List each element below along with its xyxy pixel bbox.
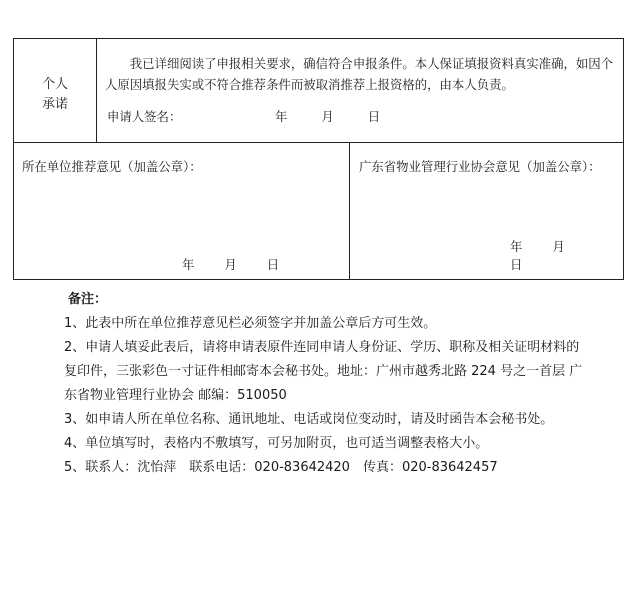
signature-date: [275, 106, 414, 127]
date-day: 日: [266, 257, 280, 272]
label-line-1: 个人: [41, 76, 68, 92]
note-item-1: 1、此表中所在单位推荐意见栏必须签字并加盖公章后方可生效。: [64, 316, 437, 331]
pledge-text: 我已详细阅读了申报相关要求，确信符合申报条件。本人保证填报资料真实准确，如因个人原因填报失实或不符合推荐条件而被取消推荐上报资格的，由本人负责。: [105, 56, 614, 92]
signature-label: 申请人签名：: [107, 109, 182, 124]
date-year: 年: [182, 257, 195, 272]
date-month: 月: [224, 257, 237, 272]
opinion-row: [14, 143, 623, 279]
unit-opinion-cell: [14, 143, 350, 279]
note-item-2: 2、申请人填妥此表后，请将申请表原件连同申请人身份证、学历、职称及相关证明材料的复印件，三张彩色一寸证件相邮寄本会秘书处。地址：广州市越秀北路 224 号之一首层 广东省物业管理行业协会 邮编：510050: [64, 340, 583, 403]
label-line-2: 承诺: [41, 96, 68, 112]
notes-section: [64, 288, 584, 480]
note-item-4: 4、单位填写时，表格内不敷填写，可另加附页，也可适当调整表格大小。: [64, 436, 489, 451]
date-day: 日: [367, 109, 385, 124]
notes-title: 备注：: [68, 292, 108, 307]
date-year: 年: [510, 239, 523, 254]
pledge-cell: [97, 39, 623, 142]
unit-opinion-date: [182, 255, 309, 273]
date-month: 月: [552, 239, 565, 254]
association-opinion-date: [510, 237, 623, 273]
personal-pledge-row: [14, 39, 623, 143]
association-opinion-title: 广东省物业管理行业协会意见（加盖公章）：: [359, 159, 601, 174]
note-item-3: 3、如申请人所在单位名称、通讯地址、电话或岗位变动时，请及时函告本会秘书处。: [64, 412, 554, 427]
note-item-5: 5、联系人：沈怡萍 联系电话：020-83642420 传真：020-83642457: [64, 460, 498, 475]
date-year: 年: [275, 109, 292, 124]
unit-opinion-title: 所在单位推荐意见（加盖公章）：: [22, 159, 202, 174]
application-form-table: [13, 38, 624, 280]
date-day: 日: [510, 257, 523, 272]
personal-pledge-label: [14, 39, 97, 142]
association-opinion-cell: [350, 143, 623, 279]
date-month: 月: [321, 109, 338, 124]
